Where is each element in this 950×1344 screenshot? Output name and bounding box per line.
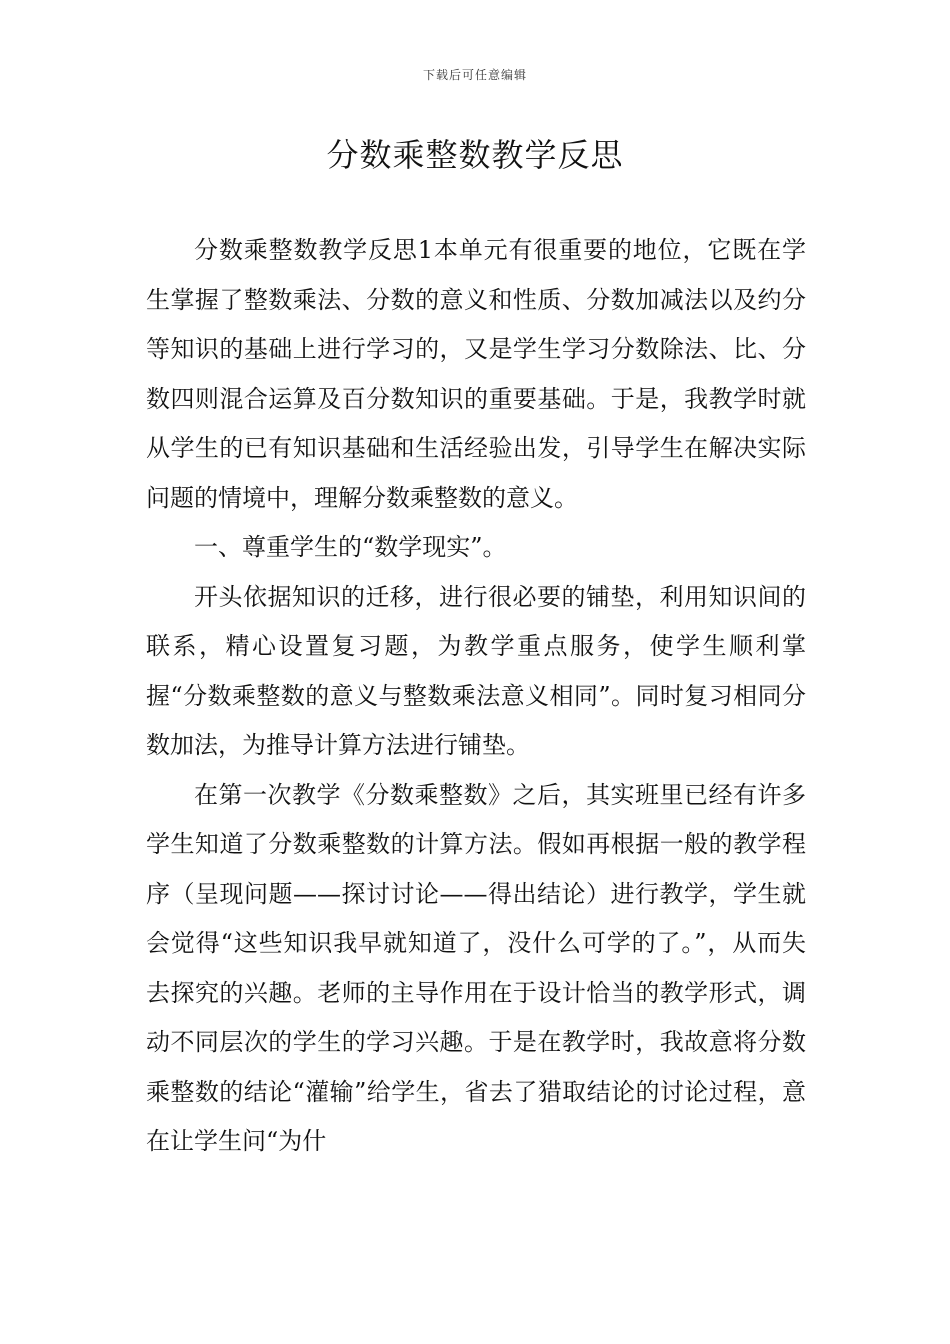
paragraph-intro: 分数乘整数教学反思1本单元有很重要的地位，它既在学生掌握了整数乘法、分数的意义和性质、分数加减法以及约分等知识的基础上进行学习的，又是学生学习分数除法、比、分数四则混合运算及百分数知识的重要基础。于是，我教学时就从学生的已有知识基础和生活经验出发，引导学生在解决实际问题的情境中，理解分数乘整数的意义。 [146, 236, 806, 512]
paragraph-review: 开头依据知识的迁移，进行很必要的铺垫，利用知识间的联系，精心设置复习题，为教学重点服务，使学生顺利掌握“分数乘整数的意义与整数乘法意义相同”。同时复习相同分数加法，为推导计算方法进行铺垫。 [146, 582, 806, 759]
document-title: 分数乘整数教学反思 [326, 136, 624, 174]
paragraph-heading-1: 一、尊重学生的“数学现实”。 [194, 533, 507, 561]
document-body [146, 226, 806, 1167]
header-note: 下载后可任意编辑 [422, 68, 527, 82]
paragraph-teaching: 在第一次教学《分数乘整数》之后，其实班里已经有许多学生知道了分数乘整数的计算方法。假如再根据一般的教学程序（呈现问题——探讨讨论——得出结论）进行教学，学生就会觉得“这些知识我早就知道了，没什么可学的了。”，从而失去探究的兴趣。老师的主导作用在于设计恰当的教学形式，调动不同层次的学生的学习兴趣。于是在教学时，我故意将分数乘整数的结论“灌输”给学生，省去了猎取结论的讨论过程，意在让学生问“为什 [146, 780, 806, 1155]
